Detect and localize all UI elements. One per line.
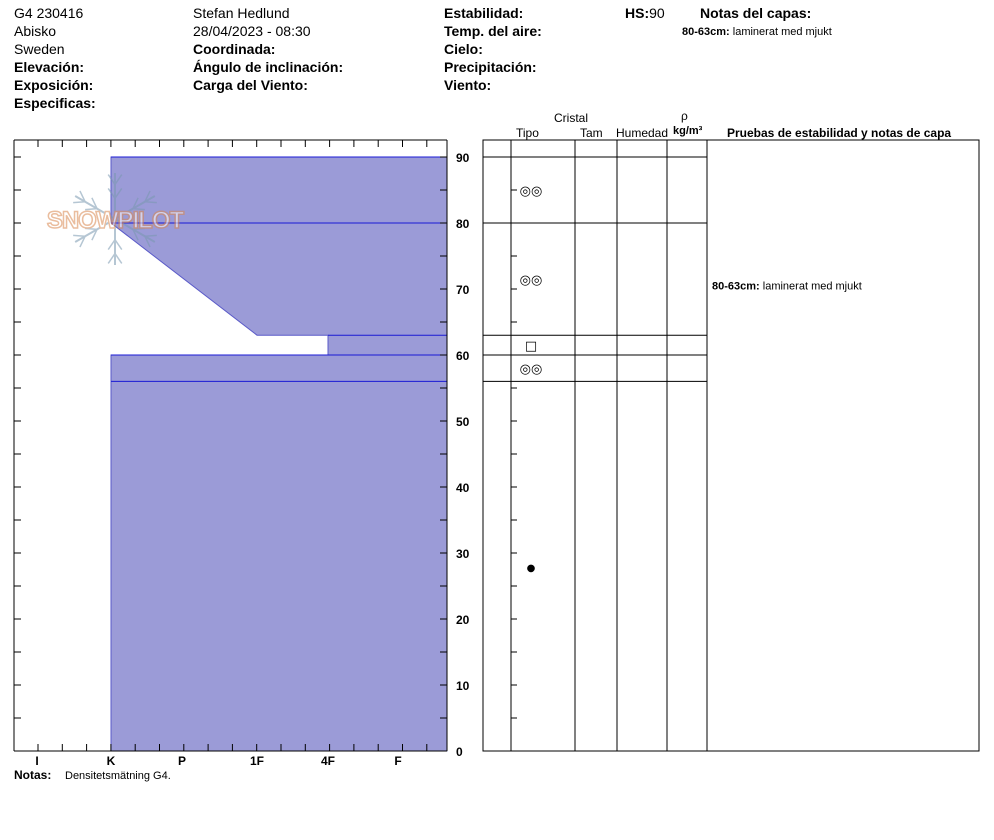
snowflake-icon-branch xyxy=(115,254,122,264)
specifics-label: Especificas: xyxy=(14,95,96,111)
air-temp-label: Temp. del aire: xyxy=(444,23,542,39)
depth-label-0: 0 xyxy=(456,745,463,759)
snowpilot-wordmark: SNOWPILOT xyxy=(46,207,184,234)
grain-symbol-1: ◎◎ xyxy=(519,273,543,289)
moisture-header: Humedad xyxy=(616,126,669,140)
type-header: Tipo xyxy=(516,126,539,140)
hs-label: HS: xyxy=(625,5,650,21)
layer-notes-label: Notas del capas: xyxy=(700,5,812,21)
depth-label-70: 70 xyxy=(456,283,470,297)
size-header: Tam xyxy=(580,126,603,140)
hardness-label-I: I xyxy=(35,754,39,768)
depth-label-10: 10 xyxy=(456,679,470,693)
stability-label: Estabilidad: xyxy=(444,5,524,21)
hardness-label-4F: 4F xyxy=(320,754,336,768)
density-unit-header: kg/m³ xyxy=(673,125,703,137)
coordinate-label: Coordinada: xyxy=(193,41,276,57)
crystal-header: Cristal xyxy=(554,111,589,125)
notes-label: Notas: xyxy=(14,768,52,782)
tests-header: Pruebas de estabilidad y notas de capa xyxy=(727,126,952,140)
datetime: 28/04/2023 - 08:30 xyxy=(193,23,311,39)
hardness-label-P: P xyxy=(177,754,187,768)
snowflake-icon-branch xyxy=(73,202,85,203)
exposure-label: Exposición: xyxy=(14,77,94,93)
slope-angle-label: Ángulo de inclinación: xyxy=(193,59,344,75)
hardness-label-K: K xyxy=(106,754,116,768)
depth-label-90: 90 xyxy=(456,151,470,165)
grain-symbol-0: ◎◎ xyxy=(519,184,543,199)
layer-comment-range: 80-63cm: xyxy=(712,280,763,293)
country: Sweden xyxy=(14,41,65,57)
snowflake-icon-branch xyxy=(73,235,85,236)
hardness-profile-area xyxy=(111,157,447,751)
layer-table-frame xyxy=(483,140,979,751)
depth-label-50: 50 xyxy=(456,415,470,429)
depth-label-40: 40 xyxy=(456,481,470,495)
layer-comment-text: laminerat med mjukt xyxy=(762,280,862,293)
snowflake-icon-branch xyxy=(145,235,157,236)
observer: Stefan Hedlund xyxy=(193,5,290,21)
depth-label-60: 60 xyxy=(456,349,470,363)
grain-symbol-3: ◎◎ xyxy=(519,362,543,378)
sky-label: Cielo: xyxy=(444,41,483,57)
elevation-label: Elevación: xyxy=(14,59,85,75)
wind-label: Viento: xyxy=(444,77,492,93)
layer-note-range: 80-63cm: xyxy=(682,26,730,38)
hs-value: 90 xyxy=(649,5,665,21)
precip-label: Precipitación: xyxy=(444,59,537,75)
wind-load-label: Carga del Viento: xyxy=(193,77,308,93)
snowflake-icon-branch xyxy=(115,240,122,250)
hardness-label-1F: 1F xyxy=(249,754,265,768)
grain-symbol-2: □ xyxy=(524,339,538,355)
snowflake-icon-branch xyxy=(108,254,115,264)
pit-id: G4 230416 xyxy=(14,5,84,21)
notes-text: Densitetsmätning G4. xyxy=(65,770,171,782)
grain-symbol-4: ● xyxy=(526,563,536,575)
rho-header: ρ xyxy=(681,109,688,123)
snowflake-icon-branch xyxy=(108,240,115,250)
depth-label-30: 30 xyxy=(456,547,470,561)
depth-label-80: 80 xyxy=(456,217,470,231)
depth-label-20: 20 xyxy=(456,613,470,627)
layer-note-text: laminerat med mjukt xyxy=(732,26,832,38)
layer-comment-0 xyxy=(712,281,862,293)
snowflake-icon-branch xyxy=(145,202,157,203)
location: Abisko xyxy=(14,23,57,39)
hardness-label-F: F xyxy=(394,754,402,768)
